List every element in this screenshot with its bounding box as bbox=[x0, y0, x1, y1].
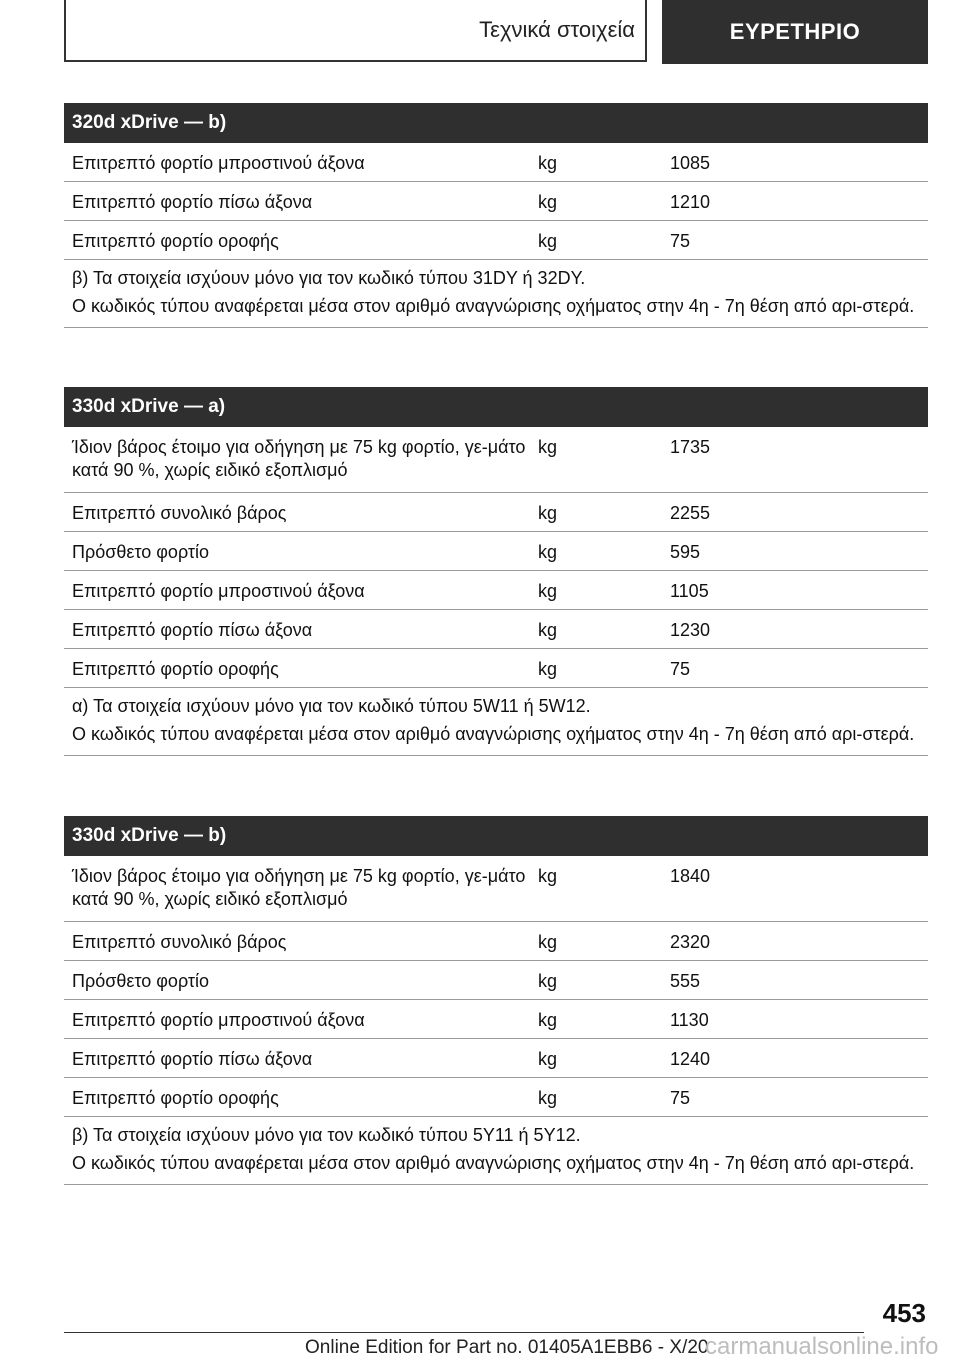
row-label: Επιτρεπτό φορτίο μπροστινού άξονα bbox=[72, 581, 365, 601]
row-value: 595 bbox=[670, 542, 701, 562]
row-label: Επιτρεπτό φορτίο πίσω άξονα bbox=[72, 192, 313, 212]
row-unit: kg bbox=[538, 231, 558, 251]
row-unit: kg bbox=[538, 932, 558, 952]
row-value: 75 bbox=[670, 1088, 691, 1108]
row-value: 1840 bbox=[670, 866, 711, 886]
row-value: 1240 bbox=[670, 1049, 711, 1069]
row-unit: kg bbox=[538, 192, 558, 212]
watermark: carmanualsonline.info bbox=[705, 1333, 939, 1360]
note-explanation: Ο κωδικός τύπου αναφέρεται μέσα στον αριθμό αναγνώρισης οχήματος στην 4η - 7η θέση από αρι-στερά. bbox=[72, 296, 915, 316]
table-row bbox=[64, 1078, 928, 1117]
row-unit: kg bbox=[538, 1049, 558, 1069]
row-unit: kg bbox=[538, 503, 558, 523]
row-label: Επιτρεπτό φορτίο μπροστινού άξονα bbox=[72, 153, 365, 173]
tab-index-label: ΕΥΡΕΤΗΡΙΟ bbox=[729, 19, 861, 44]
row-label: Επιτρεπτό φορτίο πίσω άξονα bbox=[72, 620, 313, 640]
table-row bbox=[64, 493, 928, 532]
row-value: 75 bbox=[670, 659, 691, 679]
row-unit: kg bbox=[538, 1088, 558, 1108]
table-row bbox=[64, 532, 928, 571]
table-row bbox=[64, 922, 928, 961]
table-row bbox=[64, 182, 928, 221]
row-unit: kg bbox=[538, 659, 558, 679]
note-footnote: α) Τα στοιχεία ισχύουν μόνο για τον κωδικό τύπου 5W11 ή 5W12. bbox=[72, 696, 591, 716]
row-value: 2255 bbox=[670, 503, 711, 523]
row-value: 1130 bbox=[670, 1010, 709, 1030]
row-value: 2320 bbox=[670, 932, 711, 952]
table-row bbox=[64, 610, 928, 649]
section-title: 320d xDrive — b) bbox=[64, 103, 928, 143]
table-row bbox=[64, 1039, 928, 1078]
table-row bbox=[64, 427, 928, 493]
section-title: 330d xDrive — b) bbox=[64, 816, 928, 856]
row-unit: kg bbox=[538, 581, 558, 601]
header-tabs bbox=[64, 0, 928, 64]
row-unit: kg bbox=[538, 1010, 558, 1030]
spec-section-330d-a bbox=[64, 387, 928, 756]
tab-technical-data[interactable] bbox=[64, 0, 647, 62]
tab-index[interactable] bbox=[662, 0, 928, 64]
spec-section-320d-b bbox=[64, 103, 928, 328]
row-unit: kg bbox=[538, 620, 558, 640]
row-unit: kg bbox=[538, 971, 558, 991]
row-value: 1230 bbox=[670, 620, 711, 640]
footer-edition: Online Edition for Part no. 01405A1EBB6 - X/20 bbox=[305, 1337, 709, 1358]
row-value: 1735 bbox=[670, 437, 711, 457]
row-value: 1105 bbox=[670, 581, 709, 601]
row-label: Ίδιον βάρος έτοιμο για οδήγηση με 75 kg φορτίο, γε-μάτο κατά 90 %, χωρίς ειδικό εξοπλισμό bbox=[72, 437, 526, 480]
table-row bbox=[64, 856, 928, 922]
row-label: Επιτρεπτό φορτίο οροφής bbox=[72, 659, 279, 679]
spec-section-330d-b bbox=[64, 816, 928, 1185]
row-label: Επιτρεπτό φορτίο πίσω άξονα bbox=[72, 1049, 313, 1069]
section-note bbox=[64, 1117, 928, 1185]
table-row bbox=[64, 571, 928, 610]
row-value: 75 bbox=[670, 231, 691, 251]
row-label: Επιτρεπτό φορτίο οροφής bbox=[72, 231, 279, 251]
section-note bbox=[64, 688, 928, 756]
row-label: Πρόσθετο φορτίο bbox=[72, 971, 210, 991]
table-row bbox=[64, 649, 928, 688]
table-row bbox=[64, 143, 928, 182]
tab-technical-data-label: Τεχνικά στοιχεία bbox=[479, 17, 635, 42]
note-footnote: β) Τα στοιχεία ισχύουν μόνο για τον κωδικό τύπου 31DY ή 32DY. bbox=[72, 268, 586, 288]
row-label: Επιτρεπτό φορτίο μπροστινού άξονα bbox=[72, 1010, 365, 1030]
row-unit: kg bbox=[538, 866, 558, 886]
note-explanation: Ο κωδικός τύπου αναφέρεται μέσα στον αριθμό αναγνώρισης οχήματος στην 4η - 7η θέση από αρι-στερά. bbox=[72, 724, 915, 744]
row-value: 555 bbox=[670, 971, 701, 991]
page-number: 453 bbox=[882, 1298, 926, 1328]
row-unit: kg bbox=[538, 542, 558, 562]
section-title: 330d xDrive — a) bbox=[64, 387, 928, 427]
row-unit: kg bbox=[538, 437, 558, 457]
row-label: Επιτρεπτό φορτίο οροφής bbox=[72, 1088, 279, 1108]
row-label: Επιτρεπτό συνολικό βάρος bbox=[72, 932, 287, 952]
row-value: 1210 bbox=[670, 192, 711, 212]
row-label: Πρόσθετο φορτίο bbox=[72, 542, 210, 562]
note-footnote: β) Τα στοιχεία ισχύουν μόνο για τον κωδικό τύπου 5Y11 ή 5Y12. bbox=[72, 1125, 581, 1145]
note-explanation: Ο κωδικός τύπου αναφέρεται μέσα στον αριθμό αναγνώρισης οχήματος στην 4η - 7η θέση από αρι-στερά. bbox=[72, 1153, 915, 1173]
row-label: Ίδιον βάρος έτοιμο για οδήγηση με 75 kg φορτίο, γε-μάτο κατά 90 %, χωρίς ειδικό εξοπλισμό bbox=[72, 866, 526, 909]
row-unit: kg bbox=[538, 153, 558, 173]
row-value: 1085 bbox=[670, 153, 711, 173]
table-row bbox=[64, 1000, 928, 1039]
row-label: Επιτρεπτό συνολικό βάρος bbox=[72, 503, 287, 523]
section-note bbox=[64, 260, 928, 328]
table-row bbox=[64, 221, 928, 260]
table-row bbox=[64, 961, 928, 1000]
